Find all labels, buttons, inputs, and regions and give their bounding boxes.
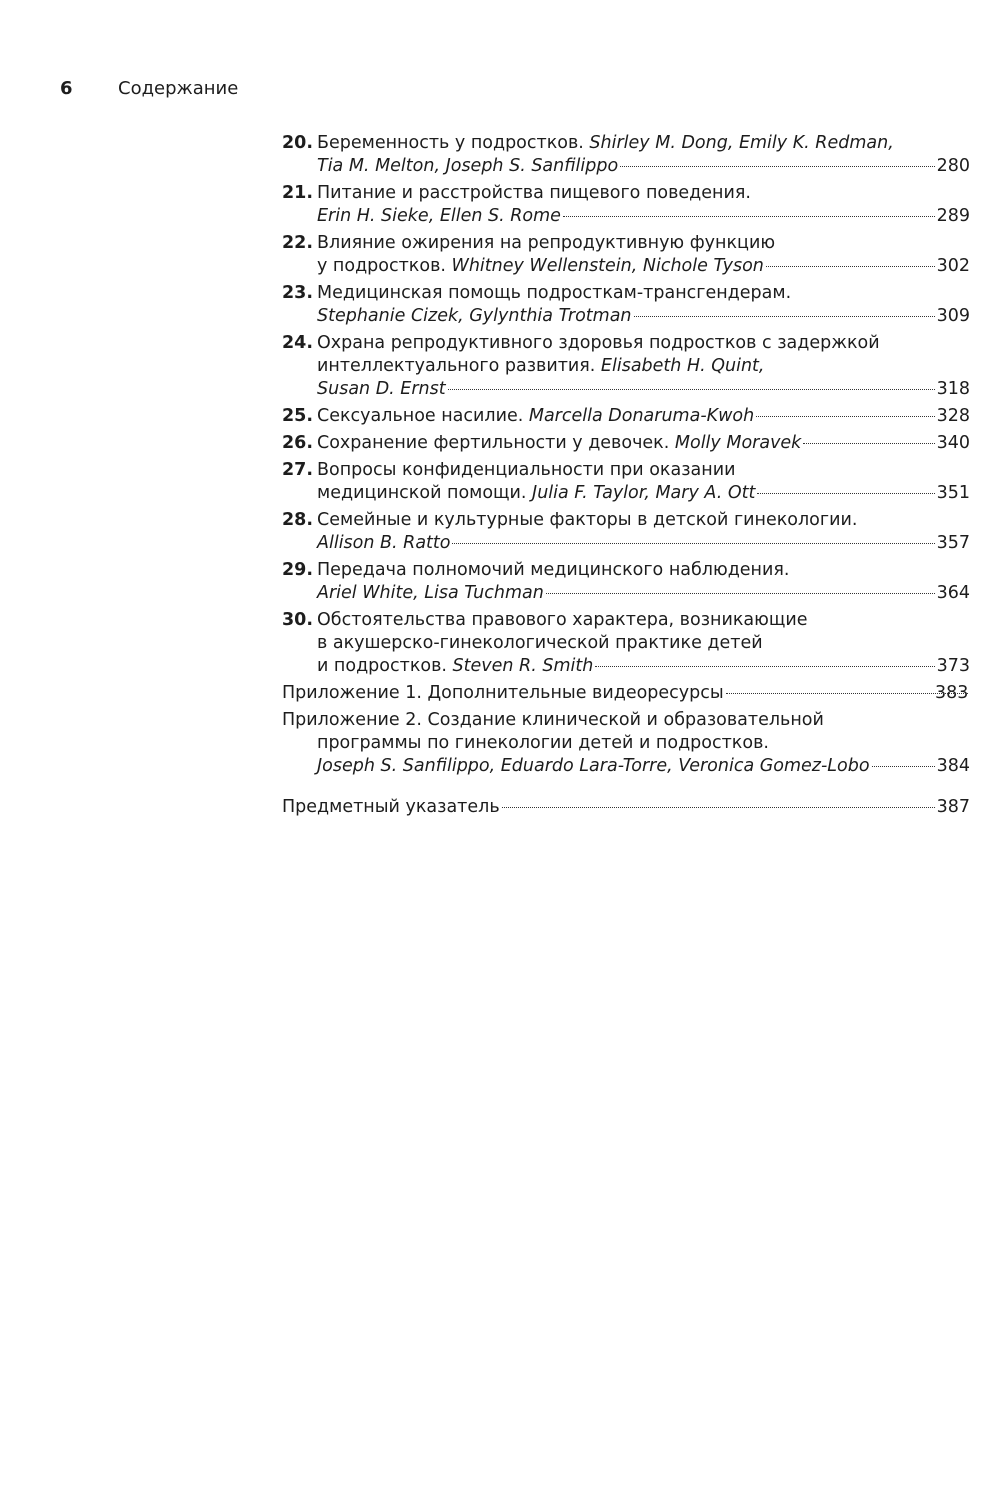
- leader-dots: [634, 316, 935, 317]
- entry-title: Приложение 2. Создание клинической и образовательной: [282, 710, 824, 730]
- leader-dots: [766, 266, 935, 267]
- toc-entry-21[interactable]: [282, 182, 970, 228]
- entry-number: 21.: [282, 183, 314, 203]
- entry-page: 373: [936, 656, 970, 676]
- entry-authors: Molly Moravek: [674, 433, 802, 453]
- entry-title: Сохранение фертильности у девочек.: [317, 433, 675, 453]
- entry-title: Медицинская помощь подросткам-трансгендерам.: [317, 283, 792, 303]
- entry-page: 302: [936, 256, 970, 276]
- leader-dots: [563, 216, 935, 217]
- entry-number: 26.: [282, 433, 314, 453]
- entry-authors: Erin H. Sieke, Ellen S. Rome: [317, 206, 561, 226]
- entry-page: 364: [936, 583, 970, 603]
- leader-dots: [595, 666, 934, 667]
- toc-entry-23[interactable]: [282, 282, 970, 328]
- entry-title: Вопросы конфиденциальности при оказании: [317, 460, 736, 480]
- entry-authors: Steven R. Smith: [452, 656, 594, 676]
- entry-title: Сексуальное насилие.: [317, 406, 529, 426]
- entry-authors: Marcella Donaruma-Kwoh: [528, 406, 755, 426]
- entry-number: 24.: [282, 333, 314, 353]
- entry-page: 351: [936, 483, 970, 503]
- entry-authors: Elisabeth H. Quint,: [600, 356, 765, 376]
- entry-authors: Stephanie Cizek, Gylynthia Trotman: [317, 306, 632, 326]
- toc-entry-26[interactable]: [282, 432, 970, 455]
- entry-number: 27.: [282, 460, 314, 480]
- leader-dots: [757, 493, 934, 494]
- entry-title-cont: программы по гинекологии детей и подростков.: [317, 733, 769, 753]
- page-number: 6: [60, 78, 73, 99]
- entry-page: 309: [936, 306, 970, 326]
- entry-page: 340: [936, 433, 970, 453]
- entry-number: 20.: [282, 133, 314, 153]
- entry-number: 29.: [282, 560, 314, 580]
- toc-entry-30[interactable]: [282, 609, 970, 678]
- entry-page: 318: [936, 379, 970, 399]
- toc-entry-25[interactable]: [282, 405, 970, 428]
- entry-page: 357: [936, 533, 970, 553]
- entry-title: Семейные и культурные факторы в детской гинекологии.: [317, 510, 858, 530]
- entry-title-cont: интеллектуального развития.: [317, 356, 601, 376]
- entry-number: 30.: [282, 610, 314, 630]
- toc-entry-29[interactable]: [282, 559, 970, 605]
- entry-number: 22.: [282, 233, 314, 253]
- entry-title: Передача полномочий медицинского наблюдения.: [317, 560, 790, 580]
- entry-title: Охрана репродуктивного здоровья подростков с задержкой: [317, 333, 880, 353]
- entry-page: 387: [936, 797, 970, 817]
- entry-authors: Allison B. Ratto: [317, 533, 451, 553]
- entry-page: 328: [936, 406, 970, 426]
- table-of-contents: [282, 132, 970, 823]
- entry-authors: Julia F. Taylor, Mary A. Ott: [532, 483, 756, 503]
- entry-authors: Joseph S. Sanfilippo, Eduardo Lara-Torre, Veronica Gomez-Lobo: [317, 756, 870, 776]
- entry-title: Беременность у подростков.: [317, 133, 590, 153]
- entry-authors: Whitney Wellenstein, Nichole Tyson: [451, 256, 764, 276]
- leader-dots: [452, 543, 934, 544]
- entry-title-cont: медицинской помощи.: [317, 483, 533, 503]
- leader-dots: [872, 766, 935, 767]
- entry-authors: Ariel White, Lisa Tuchman: [317, 583, 544, 603]
- toc-entry-22[interactable]: [282, 232, 970, 278]
- entry-title-cont: и подростков.: [317, 656, 453, 676]
- toc-appendix-1[interactable]: Приложение 1. Дополнительные видеоресурсы 383: [282, 683, 969, 703]
- leader-dots: [756, 416, 934, 417]
- entry-number: 28.: [282, 510, 314, 530]
- entry-title: Приложение 1. Дополнительные видеоресурсы: [282, 683, 724, 703]
- entry-page: 289: [936, 206, 970, 226]
- leader-dots: [726, 693, 968, 694]
- spacer: [282, 782, 970, 796]
- leader-dots: [502, 807, 935, 808]
- leader-dots: [803, 443, 934, 444]
- entry-title: Питание и расстройства пищевого поведения.: [317, 183, 751, 203]
- toc-appendix-2[interactable]: [282, 709, 970, 778]
- entry-number: 25.: [282, 406, 314, 426]
- toc-entry-28[interactable]: [282, 509, 970, 555]
- entry-page: 280: [936, 156, 970, 176]
- entry-page: 384: [936, 756, 970, 776]
- entry-authors: Tia M. Melton, Joseph S. Sanfilippo: [317, 156, 619, 176]
- leader-dots: [620, 166, 934, 167]
- toc-entry-20[interactable]: [282, 132, 970, 178]
- entry-authors: Shirley M. Dong, Emily K. Redman,: [589, 133, 894, 153]
- entry-title: Обстоятельства правового характера, возникающие: [317, 610, 808, 630]
- toc-index[interactable]: [282, 796, 970, 819]
- entry-title: Влияние ожирения на репродуктивную функцию: [317, 233, 776, 253]
- leader-dots: [546, 593, 935, 594]
- entry-number: 23.: [282, 283, 314, 303]
- leader-dots: [448, 389, 935, 390]
- entry-title: Предметный указатель: [282, 797, 500, 817]
- entry-authors: Susan D. Ernst: [317, 379, 446, 399]
- entry-title-cont: у подростков.: [317, 256, 452, 276]
- toc-entry-24[interactable]: [282, 332, 970, 401]
- running-title: Содержание: [118, 78, 239, 99]
- running-header: [60, 78, 238, 99]
- toc-entry-27[interactable]: [282, 459, 970, 505]
- entry-title-cont: в акушерско-гинекологической практике детей: [317, 633, 763, 653]
